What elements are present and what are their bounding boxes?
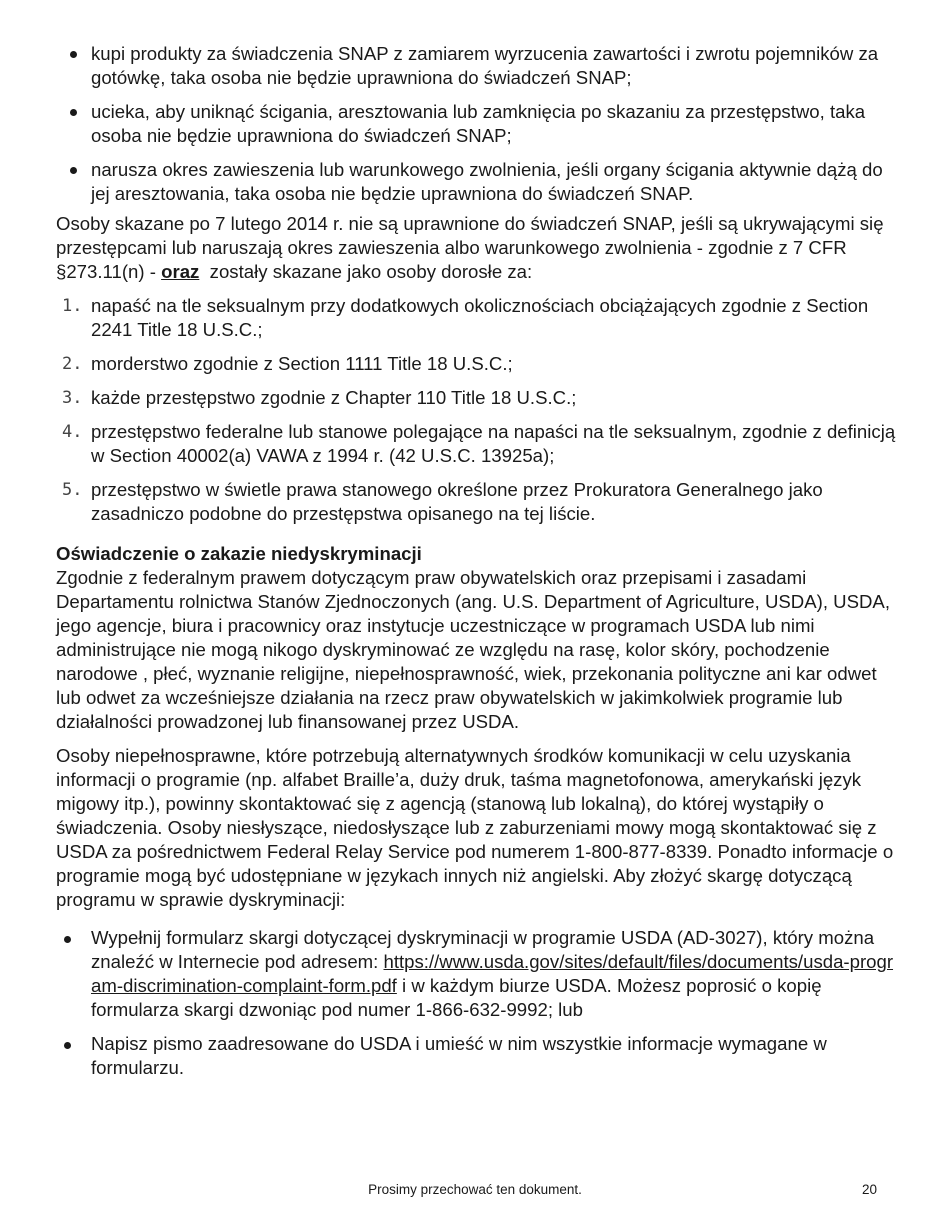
convicted-paragraph: Osoby skazane po 7 lutego 2014 r. nie są uprawnione do świadczeń SNAP, jeśli są ukrywającymi się przestępcami lub naruszają okres zawieszenia albo warunkowego zwolnienia - zgodnie z 7 CFR §273.11(n) - oraz zostały skazane jako osoby dorosłe za:: [56, 213, 884, 282]
section-heading: Oświadczenie o zakazie niedyskryminacji: [56, 543, 422, 564]
list-item: 1. napaść na tle seksualnym przy dodatkowych okolicznościach obciążających zgodnie z Section 2241 Title 18 U.S.C.;: [62, 295, 869, 340]
nondiscrimination-paragraph: Zgodnie z federalnym prawem dotyczącym praw obywatelskich oraz przepisami i zasadami Departamentu rolnictwa Stanów Zjednoczonych (ang. U.S. Department of Agriculture, USDA), USDA, jego agencje, biura i pracownicy oraz instytucje uczestniczące w programach USDA lub nimi administrujące nie mogą nikogo dyskryminować ze względu na rasę, kolor skóry, pochodzenie narodowe , płeć, wyznanie religijne, niepełnosprawność, wiek, przekonania polityczne ani kar odwet lub odwet za wcześniejsze działania na rzecz praw obywatelskich w jakimkolwiek programie lub działalności prowadzonej lub finansowanej przez USDA.: [56, 567, 890, 732]
bullet-icon: [64, 936, 71, 943]
list-number: 2.: [62, 354, 83, 374]
list-number: 4.: [62, 422, 83, 442]
list-item: Napisz pismo zaadresowane do USDA i umieść w nim wszystkie informacje wymagane w formularzu.: [56, 1032, 896, 1080]
ineligibility-bullet-list: [56, 42, 896, 206]
list-number: 5.: [62, 480, 83, 500]
bullet-icon: [64, 1042, 71, 1049]
list-item: 2. morderstwo zgodnie z Section 1111 Title 18 U.S.C.;: [62, 353, 513, 374]
list-item: Wypełnij formularz skargi dotyczącej dyskryminacji w programie USDA (AD-3027), który można znaleźć w Internecie pod adresem: https://www.usda.gov/sites/default/files/documents/usda-program-discrimination-complaint-form.pdf i w każdym biurze USDA. Możesz poprosić o kopię formularza skargi dzwoniąc pod numer 1-866-632-9992; lub: [56, 926, 896, 1022]
bullet-icon: [70, 51, 77, 58]
emphasis-oraz: oraz: [161, 261, 200, 282]
list-number: 3.: [62, 388, 83, 408]
footer-note: Prosimy przechować ten dokument.: [368, 1182, 582, 1197]
list-item: ucieka, aby uniknąć ścigania, aresztowania lub zamknięcia po skazaniu za przestępstwo, taka osoba nie będzie uprawniona do świadczeń SNAP;: [56, 100, 896, 148]
list-item: 5. przestępstwo w świetle prawa stanowego określone przez Prokuratora Generalnego jako zasadniczo podobne do przestępstwa opisanego na tej liście.: [62, 479, 823, 524]
bullet-icon: [70, 109, 77, 116]
complaint-form-link[interactable]: https://www.usda.gov/sites/default/files/documents/usda-program-discrimination-complaint-form.pdf: [91, 951, 894, 996]
list-number: 1.: [62, 296, 83, 316]
bullet-icon: [70, 167, 77, 174]
offense-numbered-list: [56, 294, 896, 526]
list-item: 3. każde przestępstwo zgodnie z Chapter 110 Title 18 U.S.C.;: [62, 387, 577, 408]
list-item: 4. przestępstwo federalne lub stanowe polegające na napaści na tle seksualnym, zgodnie z definicją w Section 40002(a) VAWA z 1994 r. (42 U.S.C. 13925a);: [62, 421, 896, 466]
accessibility-paragraph: Osoby niepełnosprawne, które potrzebują alternatywnych środków komunikacji w celu uzyskania informacji o programie (np. alfabet Braille’a, duży druk, taśma magnetofonowa, amerykański język migowy itp.), powinny skontaktować się z agencją (stanową lub lokalną), do której wystąpiły o świadczenia. Osoby niesłyszące, niedosłyszące lub z zaburzeniami mowy mogą skontaktować się z USDA za pośrednictwem Federal Relay Service pod numerem 1-800-877-8339. Ponadto informacje o programie mogą być udostępniane w językach innych niż angielski. Aby złożyć skargę dotyczącą programu w sprawie dyskryminacji:: [56, 745, 894, 910]
list-item: narusza okres zawieszenia lub warunkowego zwolnienia, jeśli organy ścigania aktywnie dążą do jej aresztowania, taka osoba nie będzie uprawniona do świadczeń SNAP.: [56, 158, 896, 206]
page-number: 20: [862, 1182, 878, 1197]
complaint-bullet-list: [56, 926, 896, 1080]
document-page: [56, 42, 896, 1090]
list-item: kupi produkty za świadczenia SNAP z zamiarem wyrzucenia zawartości i zwrotu pojemników za gotówkę, taka osoba nie będzie uprawniona do świadczeń SNAP;: [56, 42, 896, 90]
